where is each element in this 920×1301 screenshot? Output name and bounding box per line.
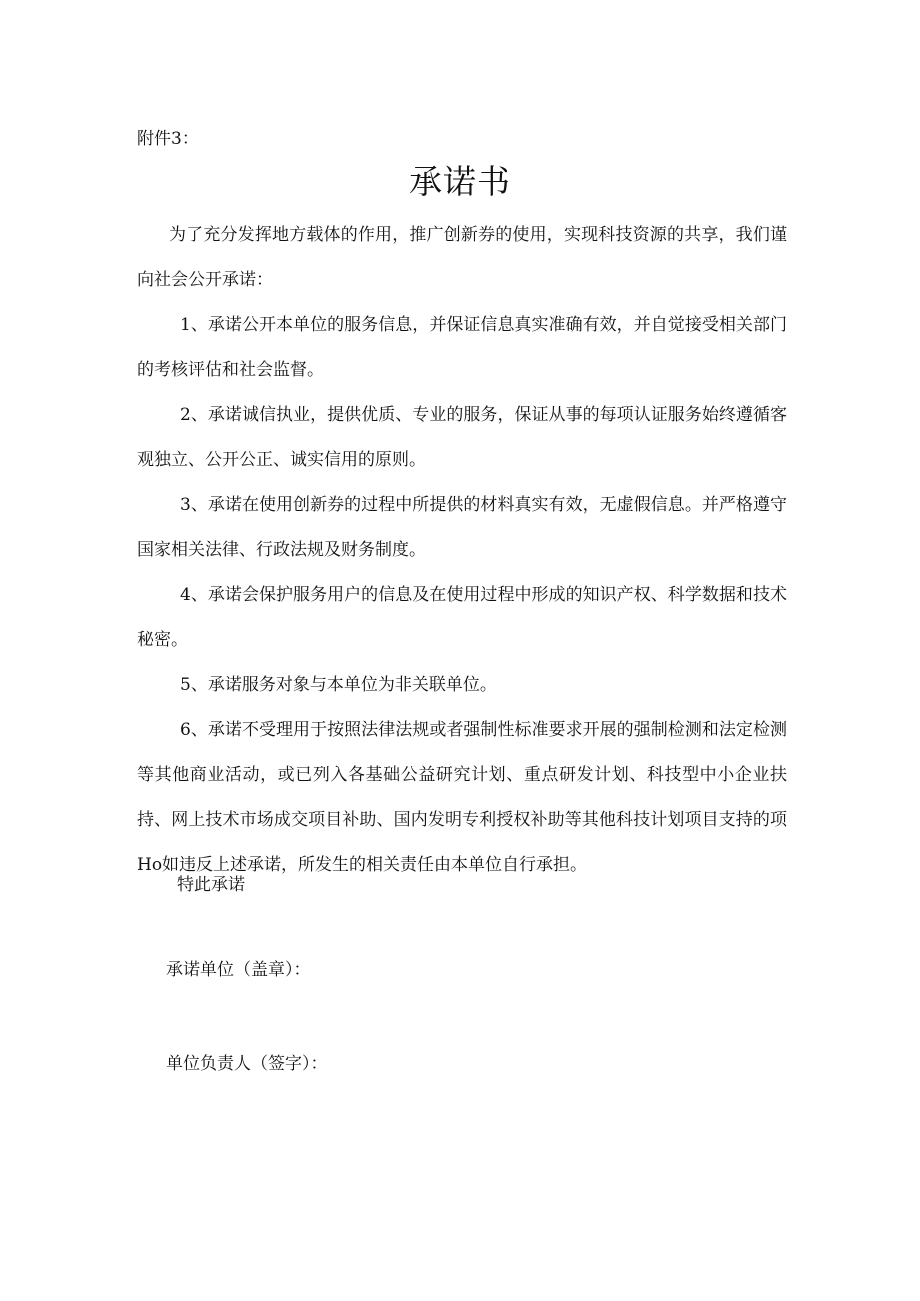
- clause-6: 6、承诺不受理用于按照法律法规或者强制性标准要求开展的强制检测和法定检测等其他商业活动，或已列入各基础公益研究计划、重点研发计划、科技型中小企业扶持、网上技术市场成交项目补助、国内发明专利授权补助等其他科技计划项目支持的项Ho如违反上述承诺，所发生的相关责任由本单位自行承担。: [137, 720, 787, 875]
- document-title: 承诺书: [409, 162, 511, 201]
- clause-4: 4、承诺会保护服务用户的信息及在使用过程中形成的知识产权、科学数据和技术秘密。: [137, 585, 787, 650]
- attachment-label: 附件3：: [137, 129, 199, 149]
- clause-3: 3、承诺在使用创新券的过程中所提供的材料真实有效，无虚假信息。并严格遵守国家相关法律、行政法规及财务制度。: [137, 495, 787, 560]
- intro-paragraph: 为了充分发挥地方载体的作用，推广创新券的使用，实现科技资源的共享，我们谨向社会公开承诺：: [137, 225, 787, 290]
- closing-statement: 特此承诺: [177, 875, 245, 895]
- signature-leader-line: 单位负责人（签字）：: [166, 1054, 328, 1074]
- document-body: [137, 213, 787, 888]
- clause-2: 2、承诺诚信执业，提供优质、专业的服务，保证从事的每项认证服务始终遵循客观独立、公开公正、诚实信用的原则。: [137, 405, 787, 470]
- clause-1: 1、承诺公开本单位的服务信息，并保证信息真实准确有效，并自觉接受相关部门的考核评估和社会监督。: [137, 315, 787, 380]
- clause-5: 5、承诺服务对象与本单位为非关联单位。: [180, 675, 497, 695]
- signature-unit-line: 承诺单位（盖章）：: [166, 960, 311, 980]
